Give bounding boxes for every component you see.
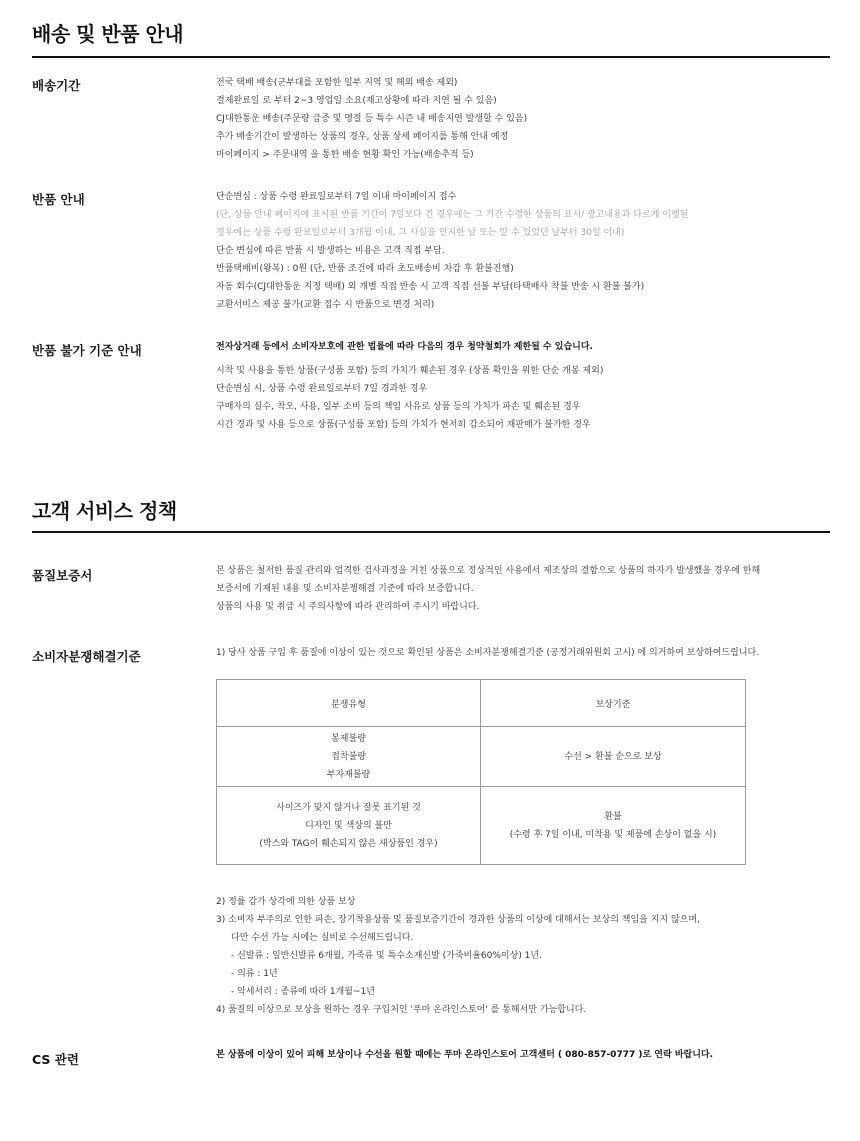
dispute-note-detail: - 악세서리 : 종류에 따라 1개월~1년 xyxy=(231,987,375,997)
delivery-line: 마이페이지 > 주문내역 을 통한 배송 현황 확인 가능(배송추적 등) xyxy=(216,150,474,160)
compensation-table xyxy=(216,679,746,865)
returns-line: 단순 변심에 따른 반품 시 발생하는 비용은 고객 직접 부담. xyxy=(216,246,445,256)
table-cell-compensation xyxy=(481,787,746,865)
returns-line: 단순변심 : 상품 수령 완료일로부터 7일 이내 마이페이지 접수 xyxy=(216,192,457,202)
delivery-line: CJ대한통운 배송(주문량 급증 및 명절 등 특수 시즌 내 배송지연 발생할 수 있음) xyxy=(216,114,528,124)
returns-line: 자동 회수(CJ대한통운 지정 택배) 외 개별 직접 반송 시 고객 직접 선불 부담(타택배사 착불 반송 시 환불 불가) xyxy=(216,282,645,292)
table-cell-types xyxy=(217,787,481,865)
warranty-line: 보증서에 기재된 내용 및 소비자분쟁해결 기준에 따라 보증합니다. xyxy=(216,584,474,594)
dispute-label: 소비자분쟁해결기준 xyxy=(32,649,141,664)
no-return-label: 반품 불가 기준 안내 xyxy=(32,343,142,358)
dispute-note: 2) 정률 감가 상각에 의한 상품 보상 xyxy=(216,897,356,907)
dispute-type: 디자인 및 색상의 불만 xyxy=(305,820,392,831)
table-header-dispute-type: 분쟁유형 xyxy=(217,680,481,727)
dispute-final-note: 4) 품질의 이상으로 보상을 원하는 경우 구입처인 '푸마 온라인스토어' 를 통해서만 가능합니다. xyxy=(216,1005,587,1015)
table-header-compensation: 보상기준 xyxy=(481,680,746,727)
shipping-section-title: 배송 및 반품 안내 xyxy=(32,22,184,46)
returns-line: 교환서비스 제공 불가(교환 접수 시 반품으로 변경 처리) xyxy=(216,300,435,310)
returns-line: 반품택배비(왕복) : 0원 (단, 반품 조건에 따라 초도배송비 차감 후 환불진행) xyxy=(216,264,514,274)
table-cell-compensation xyxy=(481,727,746,787)
no-return-line: 구매자의 실수, 착오, 사용, 일부 소비 등의 책임 사유로 상품 등의 가치가 파손 및 훼손된 경우 xyxy=(216,402,581,412)
dispute-type: (박스와 TAG이 훼손되지 않은 새상품인 경우) xyxy=(259,838,438,849)
section-divider xyxy=(32,531,830,533)
cs-contact-text: 본 상품에 이상이 있어 피해 보상이나 수선을 원할 때에는 푸마 온라인스토어 고객센터 ( 080-857-0777 )로 연락 바랍니다. xyxy=(216,1050,714,1060)
compensation-text: 수선 > 환불 순으로 보상 xyxy=(564,751,662,762)
warranty-info xyxy=(216,562,826,616)
no-return-intro: 전자상거래 등에서 소비자보호에 관한 법률에 따라 다음의 경우 청약철회가 제한될 수 있습니다. xyxy=(216,342,593,352)
delivery-line: 추가 배송기간이 발생하는 상품의 경우, 상품 상세 페이지를 통해 안내 예정 xyxy=(216,132,509,142)
no-return-line: 시간 경과 및 사용 등으로 상품(구성품 포함) 등의 가치가 현저히 감소되어 재판매가 불가한 경우 xyxy=(216,420,591,430)
table-row xyxy=(217,727,746,787)
warranty-line: 상품의 사용 및 취급 시 주의사항에 따라 관리하여 주시기 바랍니다. xyxy=(216,602,480,612)
dispute-type: 사이즈가 맞지 않거나 잘못 표기된 것 xyxy=(276,802,421,813)
compensation-text: (수령 후 7일 이내, 미착용 및 제품에 손상이 없을 시) xyxy=(509,829,717,840)
warranty-label: 품질보증서 xyxy=(32,568,93,583)
dispute-type: 부자재불량 xyxy=(326,769,371,780)
dispute-intro: 1) 당사 상품 구입 후 품질에 이상이 있는 것으로 확인된 상품은 소비자분쟁해결기준 (공정거래위원회 고시) 에 의거하여 보상하여드립니다. xyxy=(216,648,760,658)
dispute-notes xyxy=(216,893,826,1019)
dispute-intro-block xyxy=(216,644,826,662)
no-return-info xyxy=(216,338,826,434)
table-row xyxy=(217,787,746,865)
no-return-line: 단순변심 시, 상품 수령 완료일로부터 7일 경과한 경우 xyxy=(216,384,428,394)
delivery-info xyxy=(216,74,826,164)
warranty-line: 본 상품은 철저한 품질 관리와 엄격한 검사과정을 거친 상품으로 정상적인 사용에서 제조상의 결함으로 상품의 하자가 발생했을 경우에 한해 xyxy=(216,566,761,576)
dispute-note-detail: - 의류 : 1년 xyxy=(231,969,278,979)
delivery-label: 배송기간 xyxy=(32,78,81,93)
dispute-type: 접착불량 xyxy=(331,751,366,762)
cs-label: CS 관련 xyxy=(32,1052,79,1067)
dispute-note-detail: - 신발류 : 일반신발류 6개월, 가죽류 및 특수소재신발 (가죽비율60%이상) 1년. xyxy=(231,951,542,961)
cs-policy-section-title: 고객 서비스 정책 xyxy=(32,499,177,523)
no-return-line: 시착 및 사용을 통한 상품(구성품 포함) 등의 가치가 훼손된 경우 (상품 확인을 위한 단순 개봉 제외) xyxy=(216,366,604,376)
section-divider xyxy=(32,56,830,58)
cs-info xyxy=(216,1046,826,1064)
compensation-text: 환불 xyxy=(604,811,622,822)
dispute-type: 봉제불량 xyxy=(331,733,366,744)
delivery-line: 결제완료일 로 부터 2~3 영업일 소요(재고상황에 따라 지연 될 수 있음) xyxy=(216,96,497,106)
table-header-row xyxy=(217,680,746,727)
returns-line: 경우에는 상품 수령 완료일로부터 3개월 이내, 그 사실을 인지한 날 또는 알 수 있었던 날부터 30일 이내) xyxy=(216,228,625,238)
dispute-note-detail: 다만 수선 가능 시에는 실비로 수선해드립니다. xyxy=(231,933,414,943)
returns-info xyxy=(216,188,826,314)
returns-label: 반품 안내 xyxy=(32,192,85,207)
returns-line: (단, 상품 안내 페이지에 표시된 반품 기간이 7일보다 긴 경우에는 그 기간 수령한 상품의 표시/ 광고내용과 다르게 이행된 xyxy=(216,210,689,220)
table-cell-types xyxy=(217,727,481,787)
delivery-line: 전국 택배 배송(군부대를 포함한 일부 지역 및 해외 배송 제외) xyxy=(216,78,458,88)
dispute-note: 3) 소비자 부주의로 인한 파손, 장기착용상품 및 품질보증기간이 경과한 상품의 이상에 대해서는 보상의 책임을 지지 않으며, xyxy=(216,915,700,925)
